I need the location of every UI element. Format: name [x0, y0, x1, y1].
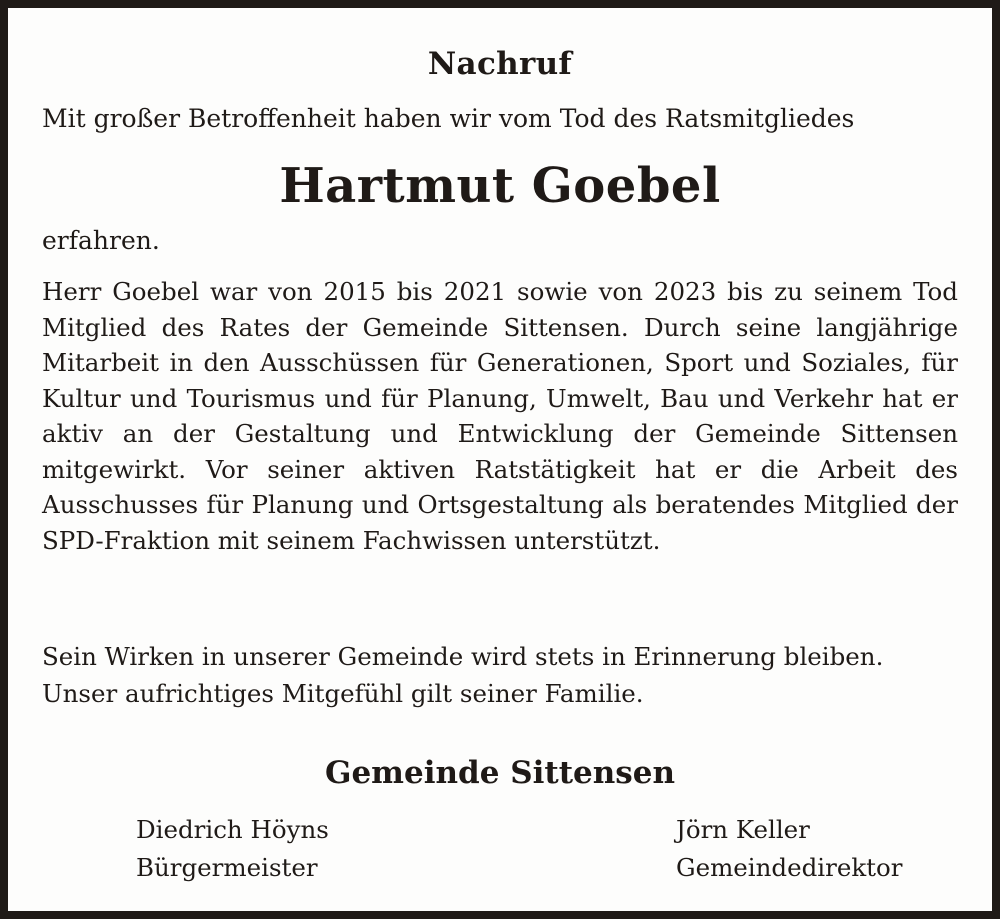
closing-paragraph — [42, 638, 958, 712]
signatory-title: Gemeindedirektor — [676, 853, 903, 882]
signatory-name: Diedrich Höyns — [136, 815, 329, 844]
intro-text: Mit großer Betroffenheit haben wir vom Tod des Ratsmitgliedes — [42, 104, 855, 133]
signatory-title: Bürgermeister — [136, 853, 318, 882]
organization-name: Gemeinde Sittensen — [324, 755, 675, 791]
signatory-mayor — [136, 811, 329, 887]
signatory-director — [676, 811, 902, 887]
body-paragraph: Herr Goebel war von 2015 bis 2021 sowie von 2023 bis zu seinem Tod Mitglied des Rates der Gemeinde Sittensen. Durch seine langjährige Mitarbeit in den Ausschüssen für Generationen, Sport und Soziales, für Kultur und Tourismus und für Planung, Umwelt, Bau und Verkehr hat er aktiv an der Gestaltung und Entwicklung der Gemeinde Sittensen mitgewirkt. Vor seiner aktiven Ratstätigkeit hat er die Arbeit des Ausschusses für Planung und Ortsgestaltung als beratendes Mitglied der SPD-Fraktion mit seinem Fachwissen unterstützt. — [42, 277, 958, 555]
signatory-name: Jörn Keller — [676, 815, 810, 844]
closing-line-1: Sein Wirken in unserer Gemeinde wird stets in Erinnerung bleiben. — [42, 642, 884, 671]
intro-end-text: erfahren. — [42, 226, 160, 255]
obituary-content — [42, 8, 958, 911]
deceased-name: Hartmut Goebel — [279, 158, 721, 214]
closing-line-2: Unser aufrichtiges Mitgefühl gilt seiner Familie. — [42, 679, 644, 708]
notice-heading: Nachruf — [427, 46, 573, 82]
